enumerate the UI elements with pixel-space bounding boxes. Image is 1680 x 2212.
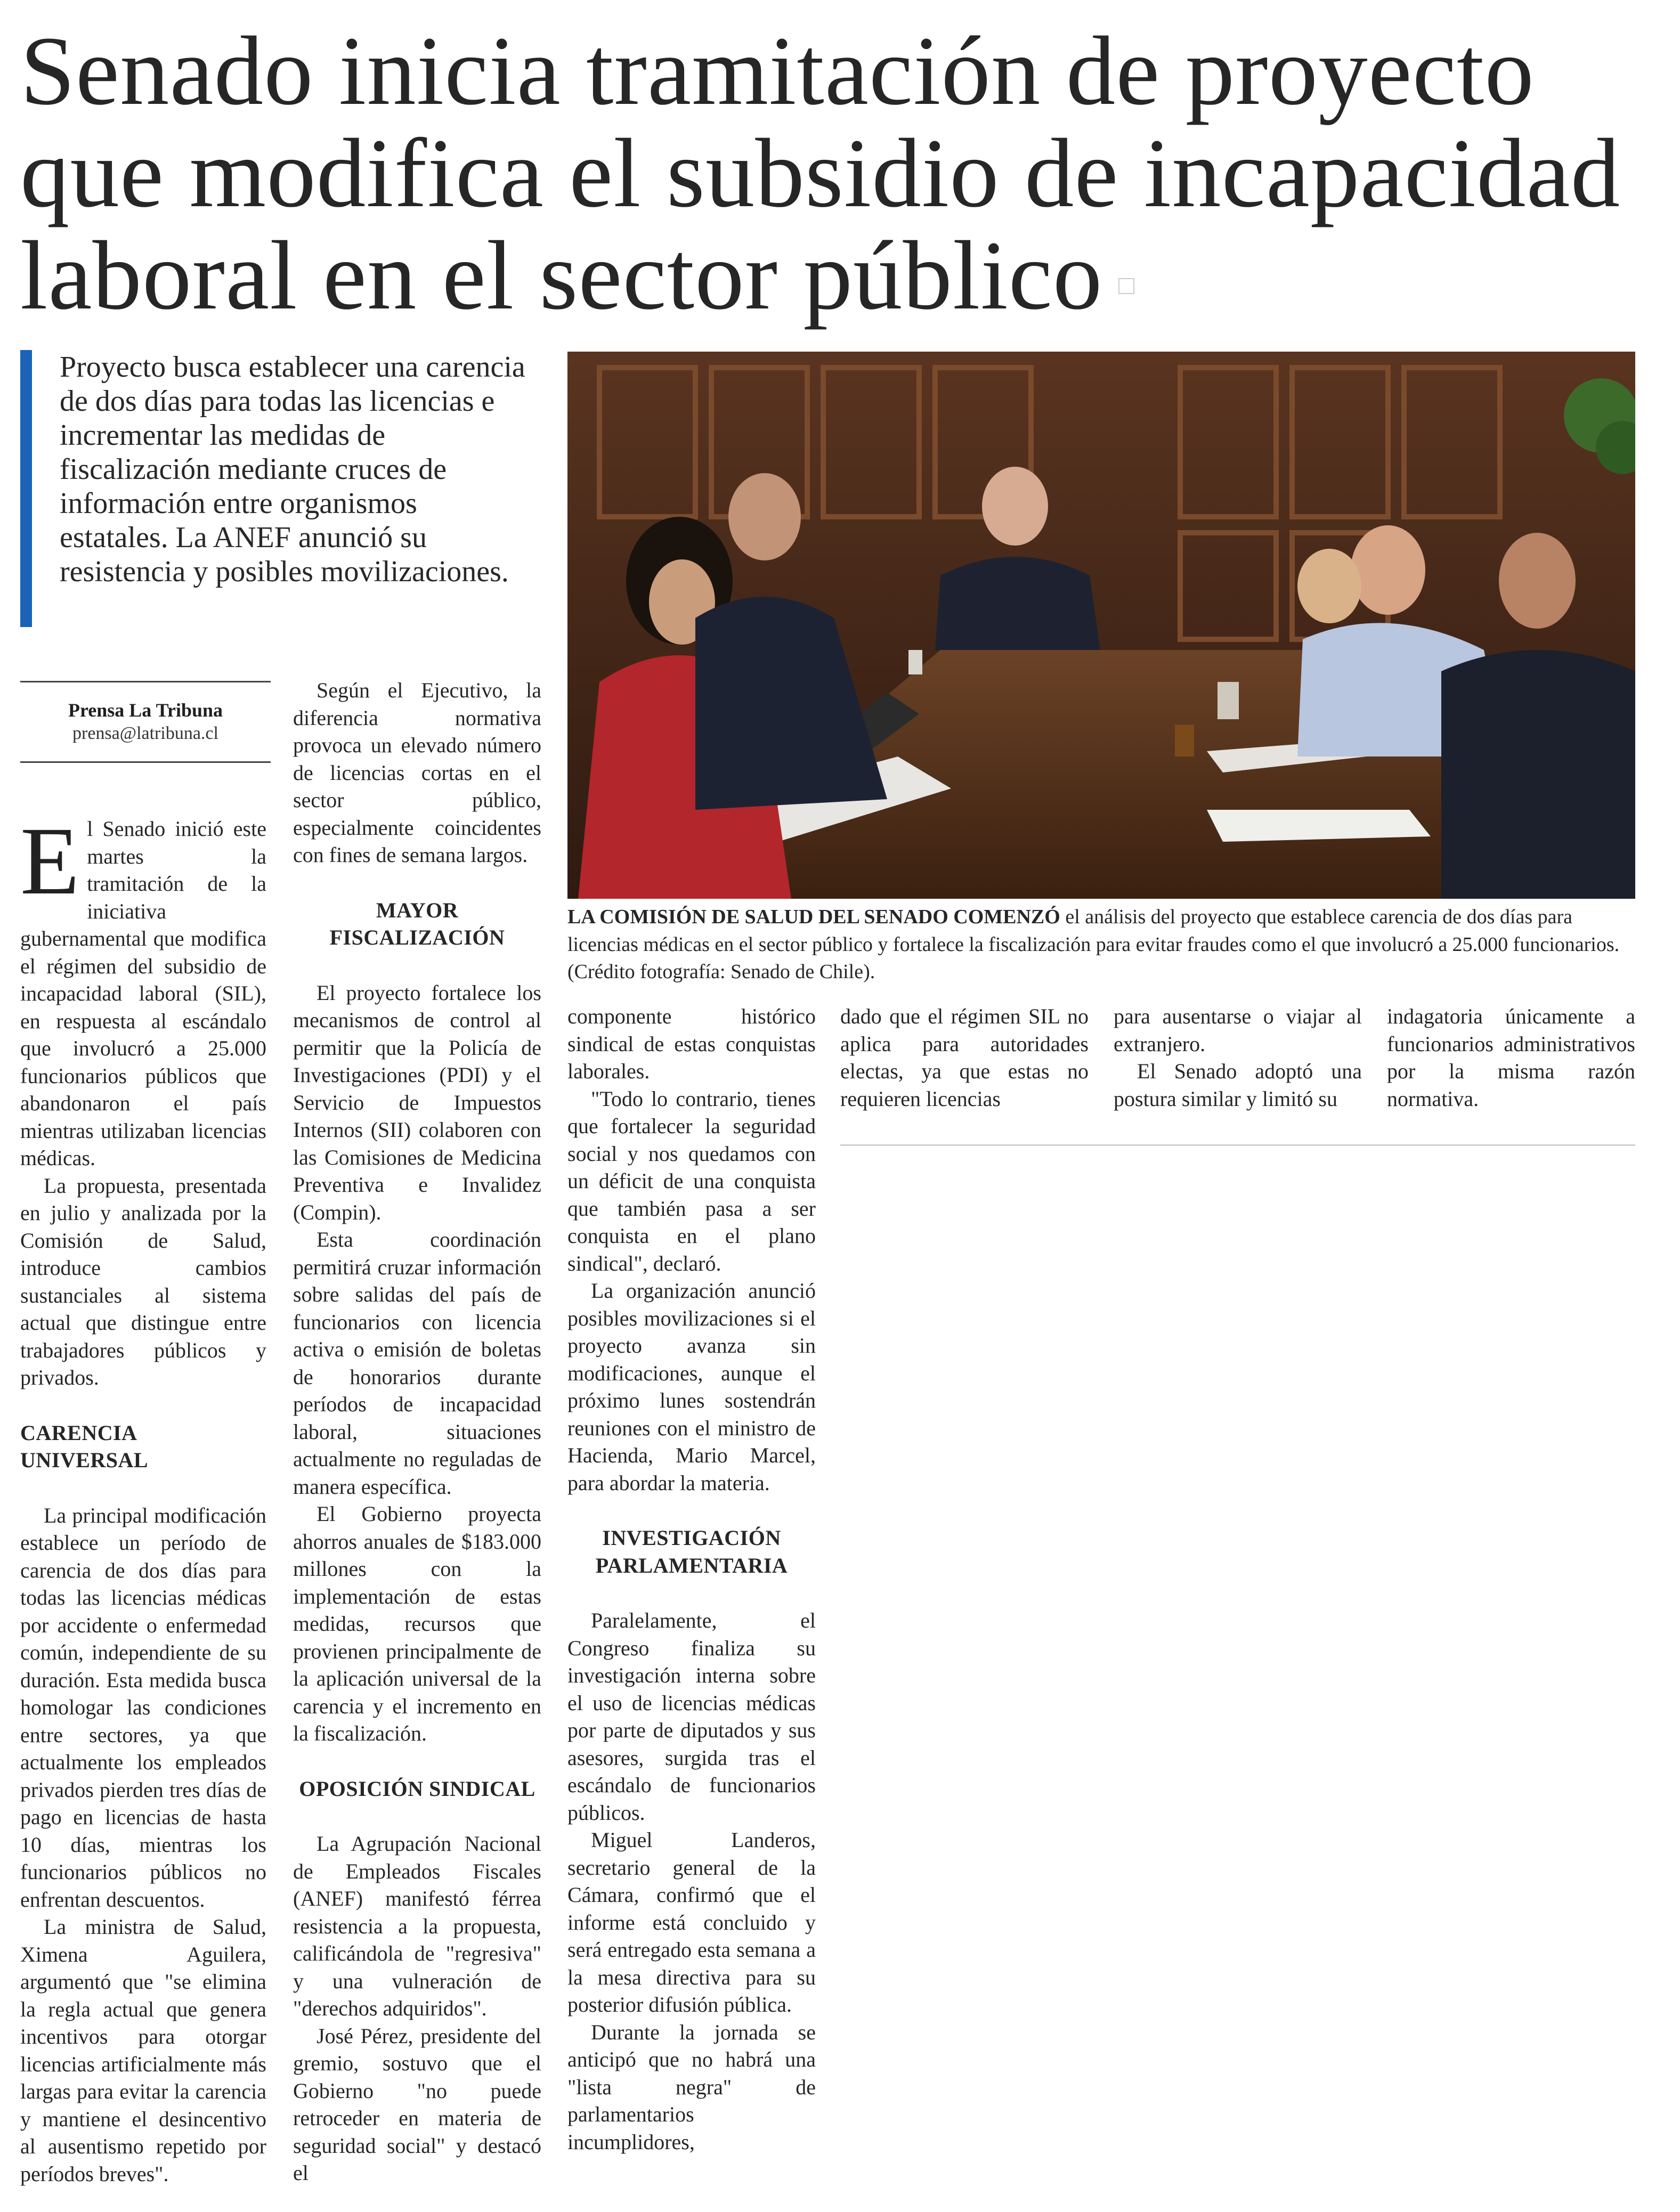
paragraph: José Pérez, presidente del gremio, sostuvo que el Gobierno "no puede retroceder en materia de seguridad social" y destacó el xyxy=(293,2023,541,2185)
paragraph: componente histórico sindical de estas conquistas laborales. xyxy=(567,1004,816,1083)
headline-line-1: Senado inicia tramitación de proyecto xyxy=(20,17,1535,126)
subheading-carencia: CARENCIA UNIVERSAL xyxy=(20,1420,149,1472)
paragraph: Esta coordinación permitirá cruzar información sobre salidas del país de funcionarios con licencia activa o emisión de boletas de honorarios durante períodos de incapacidad laboral, situaciones actualmente no reguladas de manera específica. xyxy=(293,1227,541,1499)
drop-cap: E xyxy=(20,808,80,915)
paragraph: La propuesta, presentada en julio y analizada por la Comisión de Salud, introduce cambios sustanciales al sistema actual que distingue entre trabajadores públicos y privados. xyxy=(20,1173,266,1389)
paragraph: El Gobierno proyecta ahorros anuales de $183.000 millones con la implementación de estas medidas, recursos que provienen principalmente de la aplicación universal de la carencia y el incremento en la fiscalización. xyxy=(293,1502,541,1745)
paragraph: El Senado adoptó una postura similar y limitó su xyxy=(1114,1059,1362,1111)
paragraph: La ministra de Salud, Ximena Aguilera, argumentó que "se elimina la regla actual que genera incentivos para otorgar licencias artificialmente más largas para evitar la carencia y mantiene el desincentivo al ausentismo repetido por períodos breves". xyxy=(20,1915,266,2186)
subheading-investigacion: INVESTIGACIÓN PARLAMENTARIA xyxy=(595,1526,788,1577)
byline-email: prensa@latribuna.cl xyxy=(72,723,218,743)
article-column-5 xyxy=(1114,1003,1362,1112)
opening-text: l Senado inició este martes la tramitación de la iniciativa gubernamental que modifica el régimen del subsidio de incapacidad laboral (SIL), en respuesta al escándalo que involucró a 25.000 funcionarios públicos que abandonaron el país mientras utilizaban licencias médicas. xyxy=(20,817,266,1170)
byline xyxy=(20,681,271,763)
senate-commission-photo xyxy=(567,352,1635,899)
subheading-fiscalizacion: MAYOR FISCALIZACIÓN xyxy=(329,898,505,949)
placeholder-icon xyxy=(1118,278,1134,294)
paragraph: Durante la jornada se anticipó que no habrá una "lista negra" de parlamentarios incumplidores, xyxy=(567,2020,816,2154)
paragraph: Miguel Landeros, secretario general de la Cámara, confirmó que el informe está concluido y será entregado esta semana a la mesa directiva para su posterior difusión pública. xyxy=(567,1828,816,2016)
lead-paragraph: Proyecto busca establecer una carencia de dos días para todas las licencias e incrementar las medidas de fiscalización mediante cruces de información entre organismos estatales. La ANEF anunció su resistencia y posibles movilizaciones. xyxy=(20,350,532,627)
paragraph: dado que el régimen SIL no aplica para autoridades electas, ya que estas no requieren licencias xyxy=(840,1004,1089,1111)
article-column-1 xyxy=(20,808,266,2187)
paragraph: El proyecto fortalece los mecanismos de control al permitir que la Policía de Investigaciones (PDI) y el Servicio de Impuestos Internos (SII) colaboren con las Comisiones de Medicina Preventiva e Invalidez (Compin). xyxy=(293,980,541,1224)
article-column-2 xyxy=(293,677,541,2187)
subheading-oposicion: OPOSICIÓN SINDICAL xyxy=(299,1776,535,1801)
caption-lead: LA COMISIÓN DE SALUD DEL SENADO COMENZÓ xyxy=(567,906,1060,928)
paragraph: "Todo lo contrario, tienes que fortalecer la seguridad social y nos quedamos con un déficit de una conquista que también pasa a ser conquista en el plano sindical", declaró. xyxy=(567,1086,816,1275)
opening-paragraph xyxy=(20,808,266,1172)
column-divider xyxy=(840,1144,1635,1146)
byline-name: Prensa La Tribuna xyxy=(68,700,223,721)
headline xyxy=(20,17,1661,330)
paragraph: Paralelamente, el Congreso finaliza su investigación interna sobre el uso de licencias médicas por parte de diputados y sus asesores, surgida tras el escándalo de funcionarios públicos. xyxy=(567,1608,816,1825)
article-photo xyxy=(567,352,1635,899)
headline-line-2: que modifica el subsidio de incapacidad xyxy=(20,119,1621,228)
headline-line-3: laboral en el sector público xyxy=(20,221,1103,330)
caption-text: el análisis del proyecto que establece carencia de dos días para licencias médicas en el sector público y fortalece la fiscalización para evitar fraudes como el que involucró a 25.000 funcionarios. (Crédito fotografía: Senado de Chile). xyxy=(567,906,1620,983)
paragraph: para ausentarse o viajar al extranjero. xyxy=(1114,1004,1362,1056)
paragraph: La Agrupación Nacional de Empleados Fiscales (ANEF) manifestó férrea resistencia a la propuesta, calificándola de "regresiva" y una vulneración de "derechos adquiridos". xyxy=(293,1832,541,2020)
article-column-3 xyxy=(567,1003,816,2156)
photo-caption xyxy=(567,904,1635,986)
article-column-4 xyxy=(840,1003,1089,1112)
paragraph: La organización anunció posibles movilizaciones si el proyecto avanza sin modificaciones, aunque el próximo lunes sostendrán reuniones con el ministro de Hacienda, Mario Marcel, para abordar la materia. xyxy=(567,1279,816,1495)
paragraph: Según el Ejecutivo, la diferencia normativa provoca un elevado número de licencias cortas en el sector público, especialmente coincidentes con fines de semana largos. xyxy=(293,678,541,867)
paragraph: La principal modificación establece un período de carencia de dos días para todas las licencias médicas por accidente o enfermedad común, independiente de su duración. Esta medida busca homologar las condiciones entre sectores, ya que actualmente los empleados privados pierden tres días de pago en licencias de hasta 10 días, mientras los funcionarios públicos no enfrentan descuentos. xyxy=(20,1503,266,1912)
article-column-6 xyxy=(1387,1003,1635,1112)
paragraph: indagatoria únicamente a funcionarios administrativos por la misma razón normativa. xyxy=(1387,1004,1635,1111)
